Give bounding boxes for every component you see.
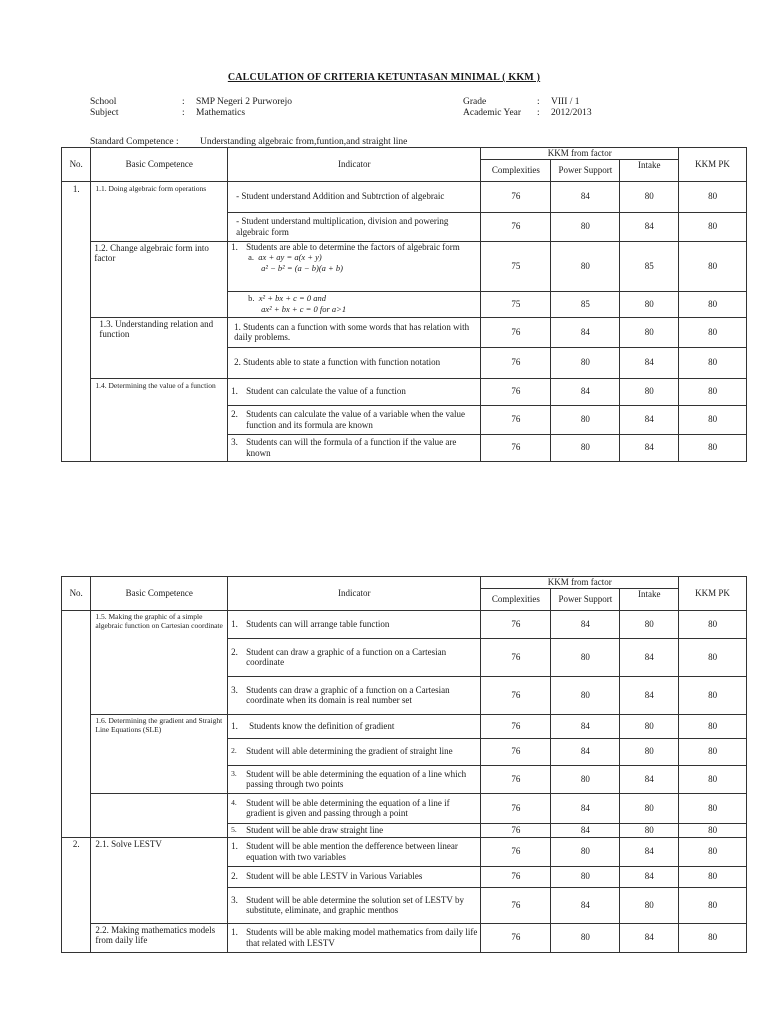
complexities-value: 76 [481, 823, 551, 837]
power-support-value: 85 [551, 291, 620, 317]
formula: x² + bx + c = 0 and [258, 293, 326, 303]
power-support-value: 84 [551, 793, 620, 823]
basic-competence: 2.1. Solve LESTV [91, 837, 228, 923]
item-number: 3. [231, 437, 238, 447]
basic-competence: 1.1. Doing algebraic form operations [91, 181, 228, 241]
kkm-value: 80 [679, 378, 747, 405]
header-kkm-factor: KKM from factor [481, 577, 679, 589]
kkm-value: 80 [679, 793, 747, 823]
kkm-value: 80 [679, 405, 747, 434]
header-complexities: Complexities [481, 159, 551, 181]
document-title: CALCULATION OF CRITERIA KETUNTASAN MINIMAL ( KKM ) [227, 72, 541, 83]
indicator [228, 676, 481, 714]
table-row [62, 923, 747, 952]
intake-value: 84 [620, 866, 679, 887]
indicator-text: Students can will the formula of a function if the value are known [246, 437, 457, 458]
row-number: 2. [62, 837, 91, 952]
separator: : [537, 97, 540, 107]
table-row [62, 793, 747, 823]
kkm-value: 80 [679, 866, 747, 887]
complexities-value: 76 [481, 837, 551, 866]
power-support-value: 84 [551, 378, 620, 405]
intake-value: 84 [620, 638, 679, 676]
item-number: 2. [231, 746, 237, 756]
indicator-text: Students are able to determine the factors of algebraic form [246, 241, 460, 252]
complexities-value: 76 [481, 212, 551, 241]
indicator [228, 638, 481, 676]
intake-value: 80 [620, 610, 679, 638]
indicator: 1. Students can a function with some words that has relation with daily problems. [228, 317, 481, 347]
header-power-support: Power Support [551, 159, 620, 181]
school-value: SMP Negeri 2 Purworejo [196, 97, 292, 107]
kkm-value: 80 [679, 317, 747, 347]
intake-value: 80 [620, 291, 679, 317]
basic-competence-empty [91, 793, 228, 837]
item-letter: b. [248, 293, 255, 303]
power-support-value: 80 [551, 923, 620, 952]
kkm-value: 80 [679, 837, 747, 866]
indicator-text: Student will able determining the gradient of straight line [246, 746, 453, 757]
power-support-value: 80 [551, 405, 620, 434]
intake-value: 84 [620, 212, 679, 241]
header-kkm-pk: KKM PK [679, 577, 747, 611]
subject-value: Mathematics [196, 108, 246, 118]
indicator-text: Student will be able draw straight line [246, 824, 384, 835]
grade-label: Grade [463, 97, 487, 107]
power-support-value: 84 [551, 714, 620, 738]
header-basic-competence: Basic Competence [91, 148, 228, 182]
power-support-value: 84 [551, 887, 620, 923]
intake-value: 80 [620, 887, 679, 923]
basic-competence: 1.3. Understanding relation and function [91, 317, 228, 378]
header-no: No. [62, 148, 91, 182]
complexities-value: 76 [481, 866, 551, 887]
complexities-value: 76 [481, 434, 551, 461]
header-intake: Intake [620, 588, 679, 610]
formula: a² − b² = (a − b)(a + b) [261, 263, 344, 273]
indicator-text: Students can calculate the value of a variable when the value function and its formula are known [246, 409, 466, 430]
item-number: 3. [231, 768, 237, 778]
item-number: 1. [231, 241, 238, 252]
school-info [90, 97, 292, 119]
item-number: 1. [231, 386, 238, 397]
complexities-value: 76 [481, 714, 551, 738]
item-number: 1. [231, 841, 238, 851]
power-support-value: 80 [551, 765, 620, 793]
indicator [228, 434, 481, 461]
formula: ax² + bx + c = 0 for a>1 [261, 304, 347, 314]
power-support-value: 80 [551, 241, 620, 291]
kkm-value: 80 [679, 887, 747, 923]
complexities-value: 76 [481, 676, 551, 714]
basic-competence: 1.2. Change algebraic form into factor [91, 241, 228, 317]
table-row [62, 714, 747, 738]
kkm-value: 80 [679, 212, 747, 241]
intake-value: 84 [620, 434, 679, 461]
indicator: - Student understand multiplication, division and powering algebraic form [228, 212, 481, 241]
item-number: 5. [231, 824, 237, 834]
complexities-value: 76 [481, 610, 551, 638]
power-support-value: 80 [551, 676, 620, 714]
indicator-text: Students can draw a graphic of a function on a Cartesian coordinate when its domain is real number set [246, 684, 450, 705]
intake-value: 80 [620, 317, 679, 347]
basic-competence: 2.2. Making mathematics models from daily life [91, 923, 228, 952]
indicator [228, 738, 481, 765]
intake-value: 84 [620, 676, 679, 714]
row-number: 1. [62, 181, 91, 461]
row-number-empty [62, 610, 91, 837]
power-support-value: 80 [551, 434, 620, 461]
kkm-value: 80 [679, 181, 747, 212]
header-power-support: Power Support [551, 588, 620, 610]
header-kkm-factor: KKM from factor [481, 148, 679, 160]
kkm-value: 80 [679, 738, 747, 765]
kkm-value: 80 [679, 610, 747, 638]
kkm-value: 80 [679, 241, 747, 291]
item-letter: a. [248, 252, 255, 262]
indicator-text: Student will be able determining the equation of a line which passing through two points [246, 768, 467, 789]
basic-competence: 1.4. Determining the value of a function [91, 378, 228, 461]
table-row [62, 837, 747, 866]
indicator [228, 923, 481, 952]
header-complexities: Complexities [481, 588, 551, 610]
std-label: Standard Competence [90, 137, 174, 147]
power-support-value: 80 [551, 638, 620, 676]
std-value: Understanding algebraic from,funtion,and straight line [200, 137, 408, 147]
kkm-value: 80 [679, 434, 747, 461]
table-row [62, 317, 747, 347]
table-row [62, 378, 747, 405]
indicator-text: Students will be able making model mathematics from daily life that related with LESTV [246, 927, 478, 948]
subject-label: Subject [90, 108, 119, 118]
indicator [228, 765, 481, 793]
formula: ax + ay = a(x + y) [258, 252, 322, 262]
intake-value: 80 [620, 378, 679, 405]
indicator [228, 241, 481, 291]
year-value: 2012/2013 [551, 108, 592, 118]
item-number: 1. [231, 618, 238, 629]
complexities-value: 76 [481, 793, 551, 823]
intake-value: 80 [620, 738, 679, 765]
kkm-value: 80 [679, 291, 747, 317]
separator: : [537, 108, 540, 118]
indicator-text: Student will be able LESTV in Various Variables [246, 871, 423, 882]
indicator [228, 378, 481, 405]
complexities-value: 76 [481, 181, 551, 212]
indicator [228, 610, 481, 638]
separator: : [182, 108, 185, 118]
intake-value: 85 [620, 241, 679, 291]
indicator-text: Student can calculate the value of a function [246, 386, 406, 397]
kkm-value: 80 [679, 765, 747, 793]
header-indicator: Indicator [228, 148, 481, 182]
intake-value: 84 [620, 765, 679, 793]
power-support-value: 80 [551, 837, 620, 866]
item-number: 2. [231, 871, 238, 882]
power-support-value: 84 [551, 317, 620, 347]
indicator [228, 837, 481, 866]
indicator-text: Student will be able determine the solution set of LESTV by substitute, eliminate, and graphic menthos [246, 894, 464, 915]
basic-competence: 1.6. Determining the gradient and Straight Line Equations (SLE) [91, 714, 228, 793]
separator: : [176, 137, 179, 147]
intake-value: 80 [620, 181, 679, 212]
intake-value: 84 [620, 837, 679, 866]
power-support-value: 84 [551, 610, 620, 638]
indicator [228, 405, 481, 434]
table-row [62, 241, 747, 291]
kkm-value: 80 [679, 823, 747, 837]
kkm-table-2 [61, 576, 747, 953]
kkm-value: 80 [679, 714, 747, 738]
indicator [228, 714, 481, 738]
standard-competence [90, 137, 407, 147]
indicator-text: Students can will arrange table function [246, 618, 390, 629]
complexities-value: 76 [481, 405, 551, 434]
item-number: 1. [231, 927, 238, 937]
power-support-value: 80 [551, 212, 620, 241]
indicator [228, 887, 481, 923]
indicator: - Student understand Addition and Subtrction of algebraic [228, 181, 481, 212]
grade-info [463, 97, 592, 119]
power-support-value: 84 [551, 738, 620, 765]
complexities-value: 76 [481, 887, 551, 923]
indicator: 2. Students able to state a function with function notation [228, 347, 481, 378]
indicator [228, 793, 481, 823]
header-basic-competence: Basic Competence [91, 577, 228, 611]
item-number: 4. [231, 797, 237, 807]
item-number: 2. [231, 646, 238, 657]
item-number: 2. [231, 409, 238, 419]
indicator-text: Student can draw a graphic of a function on a Cartesian coordinate [246, 646, 447, 667]
complexities-value: 76 [481, 738, 551, 765]
kkm-value: 80 [679, 638, 747, 676]
complexities-value: 76 [481, 378, 551, 405]
complexities-value: 76 [481, 923, 551, 952]
intake-value: 84 [620, 405, 679, 434]
header-indicator: Indicator [228, 577, 481, 611]
header-no: No. [62, 577, 91, 611]
complexities-value: 75 [481, 291, 551, 317]
intake-value: 80 [620, 793, 679, 823]
grade-value: VIII / 1 [551, 97, 580, 107]
intake-value: 80 [620, 714, 679, 738]
indicator-text: Student will be able mention the defference between linear equation with two variables [246, 841, 458, 862]
basic-competence: 1.5. Making the graphic of a simple algebraic function on Cartesian coordinate [91, 610, 228, 714]
kkm-value: 80 [679, 676, 747, 714]
indicator [228, 866, 481, 887]
item-number: 3. [231, 894, 238, 905]
item-number: 3. [231, 684, 238, 695]
year-label: Academic Year [463, 108, 522, 118]
intake-value: 84 [620, 923, 679, 952]
indicator [228, 823, 481, 837]
intake-value: 84 [620, 347, 679, 378]
kkm-value: 80 [679, 923, 747, 952]
complexities-value: 76 [481, 347, 551, 378]
school-label: School [90, 97, 117, 107]
item-number: 1. [231, 720, 238, 731]
separator: : [182, 97, 185, 107]
indicator [228, 291, 481, 317]
power-support-value: 84 [551, 823, 620, 837]
power-support-value: 80 [551, 866, 620, 887]
intake-value: 80 [620, 823, 679, 837]
table-row [62, 181, 747, 212]
complexities-value: 76 [481, 765, 551, 793]
header-intake: Intake [620, 159, 679, 181]
indicator-text: Student will be able determining the equation of a line if gradient is given and passing through a point [246, 797, 450, 818]
complexities-value: 76 [481, 638, 551, 676]
header-kkm-pk: KKM PK [679, 148, 747, 182]
complexities-value: 75 [481, 241, 551, 291]
indicator-text: Students know the definition of gradient [249, 720, 395, 731]
table-row [62, 610, 747, 638]
complexities-value: 76 [481, 317, 551, 347]
power-support-value: 84 [551, 181, 620, 212]
kkm-table-1 [61, 147, 747, 462]
power-support-value: 80 [551, 347, 620, 378]
kkm-value: 80 [679, 347, 747, 378]
